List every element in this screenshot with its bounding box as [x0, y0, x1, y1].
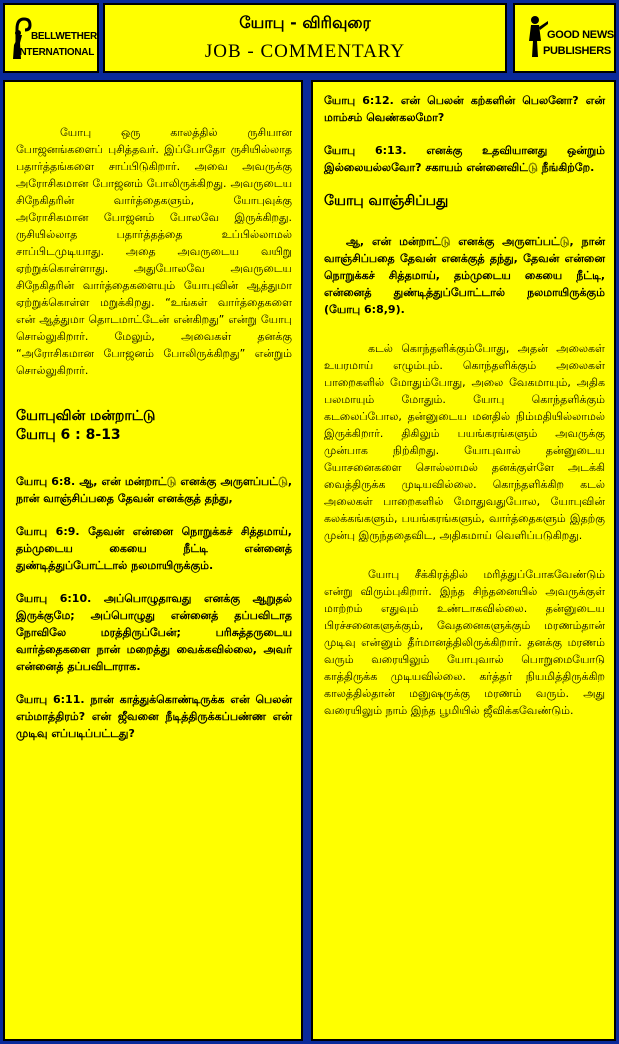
verse-6-11: யோபு 6:11. நான் காத்துக்கொண்டிருக்க என் பெலன் எம்மாத்திரம்? என் ஜீவனை நீடித்திருக்கப்பண்ண என் முடிவு எப்படிப்பட்டது?: [16, 693, 292, 740]
quote-paragraph: ஆ, என் மன்றாட்டு எனக்கு அருளப்பட்டு, நான் வாஞ்சிப்பதை தேவன் எனக்குத் தந்து, தேவன் என்னை நொறுக்கச் சித்தமாய், தம்முடைய கையை நீட்டி, என்னைத் துண்டித்துப்போட்டால் நலமாயிருக்கும் (யோபு 6:8,9).: [324, 235, 605, 316]
verse-6-9: யோபு 6:9. தேவன் என்னை நொறுக்கச் சித்தமாய், தம்முடைய கையை நீட்டி என்னைத் துண்டித்துப்போட்டால் நலமாயிருக்கும்.: [16, 525, 292, 572]
page-title-english: JOB - COMMENTARY: [204, 41, 406, 62]
section-heading-line2: யோபு 6 : 8-13: [16, 427, 121, 443]
verse-6-13: யோபு 6:13. எனக்கு உதவியானது ஒன்றும் இல்லையல்லவோ? சகாயம் என்னைவிட்டு நீங்கிற்றே.: [324, 144, 605, 174]
good-news-publishers-logo: [513, 3, 616, 73]
logo-right-line2: PUBLISHERS: [543, 45, 611, 57]
verse-6-10: யோபு 6:10. அப்பொழுதாவது எனக்கு ஆறுதல் இருக்குமே; அப்பொழுது என்னைத் தப்பவிடாத நோவிலே மரத்திருப்பேன்; பரிசுத்தருடைய வார்த்தைகளை நான் மறைத்து வைக்கவில்லை, அவர் என்னைத் தப்பவிடாராக.: [16, 592, 292, 673]
verse-6-12: யோபு 6:12. என் பெலன் கற்களின் பெலனோ? என் மாம்சம் வெண்கலமோ?: [324, 94, 605, 124]
logo-right-line1: GOOD NEWS: [547, 29, 614, 41]
commentary-paragraph-2: யோபு சீக்கிரத்தில் மரித்துப்போகவேண்டும் என்று விரும்புகிறார். இந்த சிந்தனையில் அவருக்குள் மாற்றம் எதுவும் உண்டாகவில்லை. தன்னுடைய பிரச்சனைகளுக்கும், வேதனைகளுக்கும் மரணம்தான் முடிவு என்னும் தீர்மானத்திலிருக்கிறார். தனக்கு மரணம் வரும் வரையிலும் யோபுவால் பொறுமையோடு காத்திருக்க முடியவில்லை. கர்த்தர் நியமித்திருக்கிற காலத்தில்தான் மனுஷருக்கு மரணம் வரும். அது வரையிலும் நாம் இந்த பூமியில் ஜீவிக்கவேண்டும்.: [324, 568, 605, 717]
verse-6-8: யோபு 6:8. ஆ, என் மன்றாட்டு எனக்கு அருளப்பட்டு, நான் வாஞ்சிப்பதை தேவன் எனக்குத் தந்து,: [16, 475, 292, 505]
bellwether-logo: [3, 3, 99, 73]
logo-left-line2: INTERNATIONAL: [17, 47, 95, 58]
right-column: [311, 80, 616, 1041]
section-heading-desire: யோபு வாஞ்சிப்பது: [324, 193, 449, 209]
section-heading-line1: யோபுவின் மன்றாட்டு: [16, 408, 156, 424]
left-column: [3, 80, 303, 1041]
logo-left-line1: BELLWETHER: [31, 31, 97, 42]
page-title-tamil: யோபு - விரிவுரை: [239, 13, 371, 32]
intro-paragraph: யோபு ஒரு காலத்தில் ருசியான போஜனங்களைப் புசித்தவர். இப்போதோ ருசியில்லாத பதார்த்தங்களை சாப்பிடுகிறார். அவை அவருக்கு அரோசிகமான போஜனம் போலிருக்கிறது. அவருடைய சிநேகிதரின் வார்த்தைகளும், யோபுவுக்கு அரோசிகமான போஜனம் போலவே இருக்கிறது. ருசியில்லாத பதார்த்தத்தை உப்பில்லாமல் சாப்பிடமுடியாது. அதை அவருடைய வயிறு ஏற்றுக்கொள்ளாது. அதுபோலவே அவருடைய சிநேகிதரின் வார்த்தைகளையும் யோபுவின் ஆத்துமா ஏற்றுக்கொள்ள மறுக்கிறது. “உங்கள் வார்த்தைகளை என் ஆத்துமா தொடமாட்டேன் என்கிறது” என்று யோபு சொல்லுகிறார். மேலும், அவைகள் தனக்கு “அரோசிகமான போஜனம் போலிருக்கிறது” என்றும் சொல்லுகிறார்.: [16, 126, 292, 377]
commentary-paragraph-1: கடல் கொந்தளிக்கும்போது, அதன் அலைகள் உயரமாய் எழும்பும். கொந்தளிக்கும் அலைகள் பாறைகளில் மோதும்போது, அலை வேகமாயும், அதிக பலமாயும் மோதும். யோபு கொந்தளிக்கும் கடலைப்போல, தன்னுடைய மனதில் நிம்மதியில்லாமல் இருக்கிறார். திகிலும் பயங்கரங்களும் அவருக்கு முன்பாக நிற்கிறது. யோபுவால் தன்னுடைய யோசனைகளை சொல்லாமல் தனக்குள்ளே அடக்கி வைத்திருக்க முடியவில்லை. கொந்தளிக்கிற கடல் அலைகள் பாறைகளில் மோதுவதுபோல, யோபுவின் கலக்கங்களும், பயங்கரங்களும், வார்த்தைகளும் இதற்கு முன்பு இருந்ததைவிட, அதிகமாய் வெளிப்படுகிறது.: [324, 342, 605, 542]
section-heading-petition: [16, 407, 292, 445]
page-title-box: [103, 3, 507, 73]
